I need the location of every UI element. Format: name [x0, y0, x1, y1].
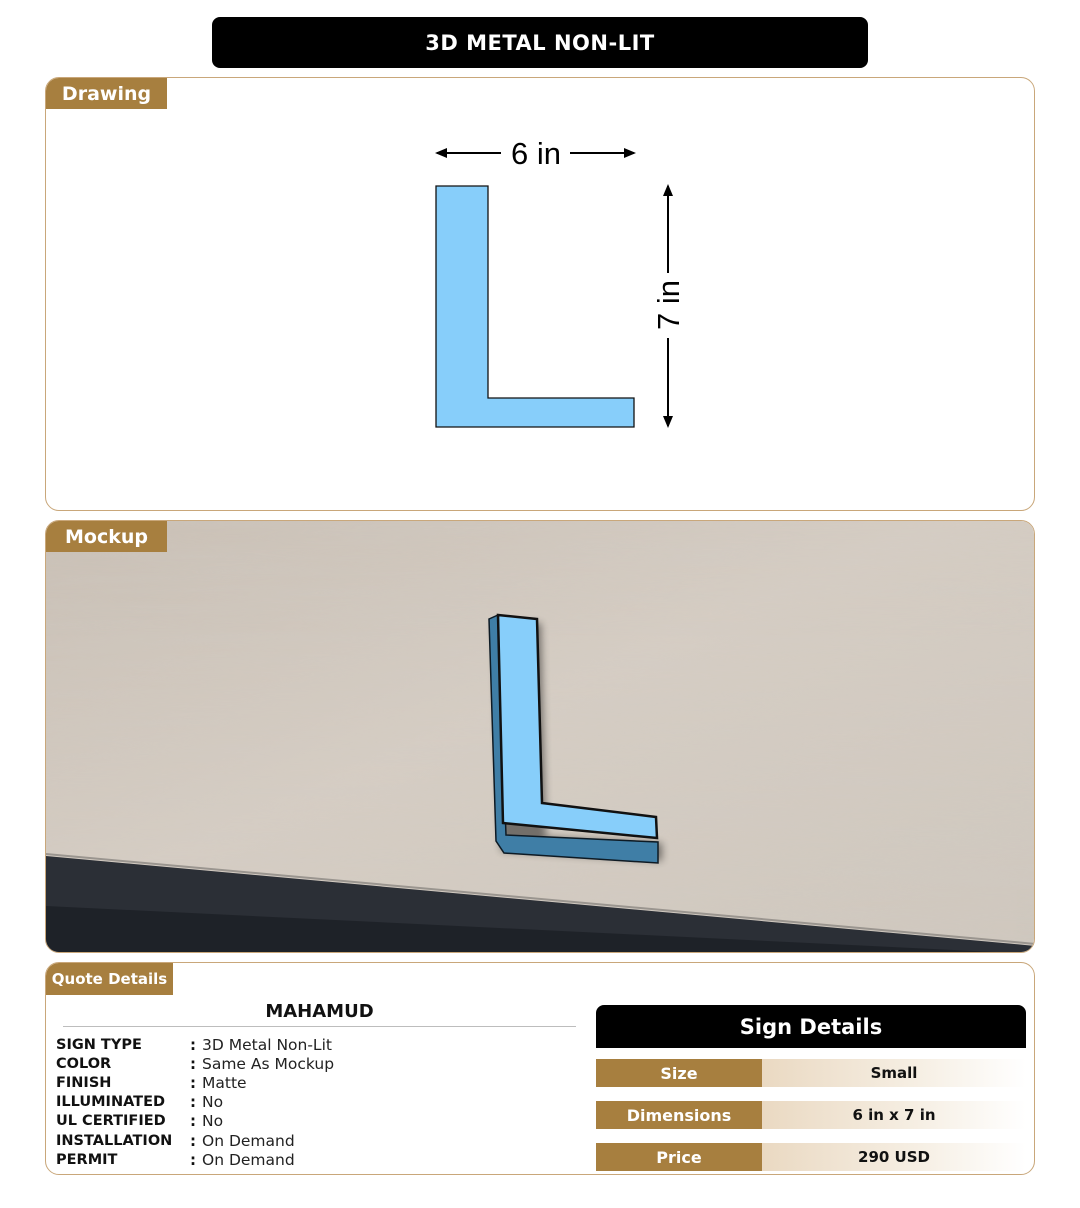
spec-colon: :	[190, 1112, 196, 1131]
quote-details-panel	[45, 962, 1035, 1175]
spec-label: PERMIT	[56, 1151, 118, 1168]
mockup-tab-label: Mockup	[46, 521, 167, 552]
spec-row-permit	[56, 1150, 334, 1169]
spec-value: 3D Metal Non-Lit	[202, 1035, 332, 1054]
spec-colon: :	[190, 1035, 196, 1054]
spec-list	[56, 1035, 334, 1169]
sign-details-row-size	[596, 1059, 1026, 1087]
sign-details-value: 6 in x 7 in	[762, 1101, 1026, 1129]
spec-value: On Demand	[202, 1150, 295, 1169]
sign-details-label: Size	[596, 1059, 762, 1087]
spec-label: ILLUMINATED	[56, 1094, 166, 1111]
page-title: 3D METAL NON-LIT	[212, 17, 868, 68]
spec-colon: :	[190, 1131, 196, 1150]
width-dimension-label: 6 in	[511, 136, 561, 171]
drawing-panel	[45, 77, 1035, 511]
height-dimension-label: 7 in	[651, 280, 686, 330]
spec-value: No	[202, 1093, 224, 1112]
sign-details-row-dimensions	[596, 1101, 1026, 1129]
spec-colon: :	[190, 1093, 196, 1112]
drawing-canvas	[46, 78, 1035, 511]
sign-details-row-price	[596, 1143, 1026, 1171]
spec-value: No	[202, 1112, 224, 1131]
spec-label: SIGN TYPE	[56, 1036, 142, 1053]
spec-row-illuminated	[56, 1093, 334, 1112]
sign-details-label: Price	[596, 1143, 762, 1171]
spec-label: COLOR	[56, 1055, 112, 1072]
spec-colon: :	[190, 1054, 196, 1073]
sign-details-title: Sign Details	[596, 1005, 1026, 1048]
sign-details-value: 290 USD	[762, 1143, 1026, 1171]
spec-value: Same As Mockup	[202, 1054, 335, 1073]
spec-row-ul-certified	[56, 1112, 334, 1131]
spec-colon: :	[190, 1150, 196, 1169]
spec-value: On Demand	[202, 1131, 295, 1150]
mockup-panel	[45, 520, 1035, 953]
spec-colon: :	[190, 1073, 196, 1092]
spec-row-installation	[56, 1131, 334, 1150]
customer-name: MAHAMUD	[265, 1001, 374, 1022]
spec-label: FINISH	[56, 1074, 112, 1091]
spec-row-finish	[56, 1073, 334, 1092]
quote-tab-label: Quote Details	[46, 963, 173, 995]
sign-details-table	[596, 1005, 1026, 1167]
sign-details-value: Small	[762, 1059, 1026, 1087]
spec-row-sign-type	[56, 1035, 334, 1054]
spec-row-color	[56, 1054, 334, 1073]
name-divider	[63, 1026, 576, 1027]
mockup-image	[46, 521, 1035, 953]
sign-details-label: Dimensions	[596, 1101, 762, 1129]
drawing-tab-label: Drawing	[46, 78, 167, 109]
spec-label: UL CERTIFIED	[56, 1113, 166, 1130]
spec-label: INSTALLATION	[56, 1132, 173, 1149]
letter-l-drawing	[436, 186, 634, 427]
spec-value: Matte	[202, 1073, 247, 1092]
